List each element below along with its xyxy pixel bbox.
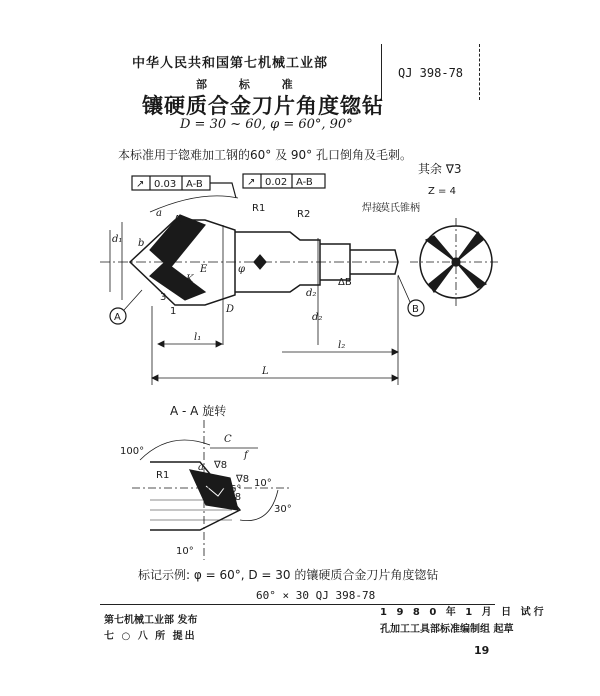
tol-right-datum: A-B <box>296 177 313 188</box>
section-label-r1: R1 <box>156 470 170 481</box>
scope-text: 本标准用于锪难加工钢的60° 及 90° 孔口倒角及毛刺。 <box>118 148 412 162</box>
tool-side-view <box>100 215 400 345</box>
label-l2: l₂ <box>338 340 346 351</box>
section-angle-10: 10° <box>254 478 272 489</box>
tol-left-datum: A-B <box>186 179 203 190</box>
section-angle-10b: 10° <box>176 546 194 557</box>
remaining-finish-note: 其余 ∇3 <box>418 162 462 176</box>
label-datum-a: A <box>114 312 121 323</box>
section-label-f: f <box>244 450 248 461</box>
section-finish-1: ∇8 <box>214 460 228 471</box>
ministry-name: 中华人民共和国第七机械工业部 <box>132 56 329 71</box>
marking-example: 标记示例: φ = 60°, D = 30 的镶硬质合金刀片角度锪钻 <box>138 568 439 582</box>
tol-right-symbol: ↗ <box>247 177 256 188</box>
section-a-a-view <box>132 420 290 560</box>
drafting-dept: 孔加工工具部标准编制组 起草 <box>380 624 514 635</box>
label-d2-small: d₂ <box>306 288 317 299</box>
label-k: K <box>186 274 194 285</box>
section-angle-6: 6° <box>230 484 242 495</box>
label-weld: 焊接 <box>362 203 382 214</box>
section-finish-2: ∇8 <box>236 474 250 485</box>
issuer: 第七机械工业部 发布 <box>104 615 198 626</box>
section-angle-30: 30° <box>274 504 292 515</box>
label-l1: l₁ <box>194 332 202 343</box>
section-finish-3: ∇8 <box>228 492 242 503</box>
label-phi: φ <box>238 264 246 275</box>
document-title: 镶硬质合金刀片角度锪钻 <box>142 94 384 118</box>
tol-right-value: 0.02 <box>265 177 288 188</box>
label-a: a <box>156 208 162 219</box>
label-dd: D <box>226 304 235 315</box>
label-delta-b: ΔB <box>338 277 352 288</box>
label-taper-shank: 莫氏锥柄 <box>380 203 420 214</box>
label-e: E <box>200 264 208 275</box>
tol-left-symbol: ↗ <box>136 179 145 190</box>
label-b: b <box>138 238 145 249</box>
label-r1: R1 <box>252 203 266 214</box>
label-3: 3 <box>160 292 167 303</box>
tool-end-view <box>410 218 500 306</box>
tolerance-frame-left <box>132 176 236 198</box>
section-angle-100: 100° <box>120 446 145 457</box>
label-datum-b: B <box>412 304 419 315</box>
label-l: L <box>262 366 269 377</box>
label-d1: d₁ <box>112 234 123 245</box>
page-number: 19 <box>474 644 490 657</box>
trial-date: 1 9 8 0 年 1 月 日 试行 <box>380 607 547 618</box>
marking-code: 60° × 30 QJ 398-78 <box>256 589 376 602</box>
section-label-c: C <box>224 434 232 445</box>
tol-left-value: 0.03 <box>154 179 177 190</box>
label-flute-count: Z = 4 <box>428 186 456 197</box>
document-subtitle: D = 30 ~ 60, φ = 60°, 90° <box>180 117 353 132</box>
section-label-a: a <box>198 462 204 473</box>
label-section-a: A <box>174 214 181 225</box>
standard-code: QJ 398-78 <box>398 66 464 80</box>
standard-type-label: 部 标 准 <box>196 78 307 91</box>
label-r2: R2 <box>297 209 311 220</box>
proposer: 七 ○ 八 所 提出 <box>104 631 197 642</box>
label-1: 1 <box>170 306 177 317</box>
dimension-lines <box>110 196 398 385</box>
label-d2: d₂ <box>312 312 323 323</box>
section-view-label: A - A 旋转 <box>170 404 227 418</box>
